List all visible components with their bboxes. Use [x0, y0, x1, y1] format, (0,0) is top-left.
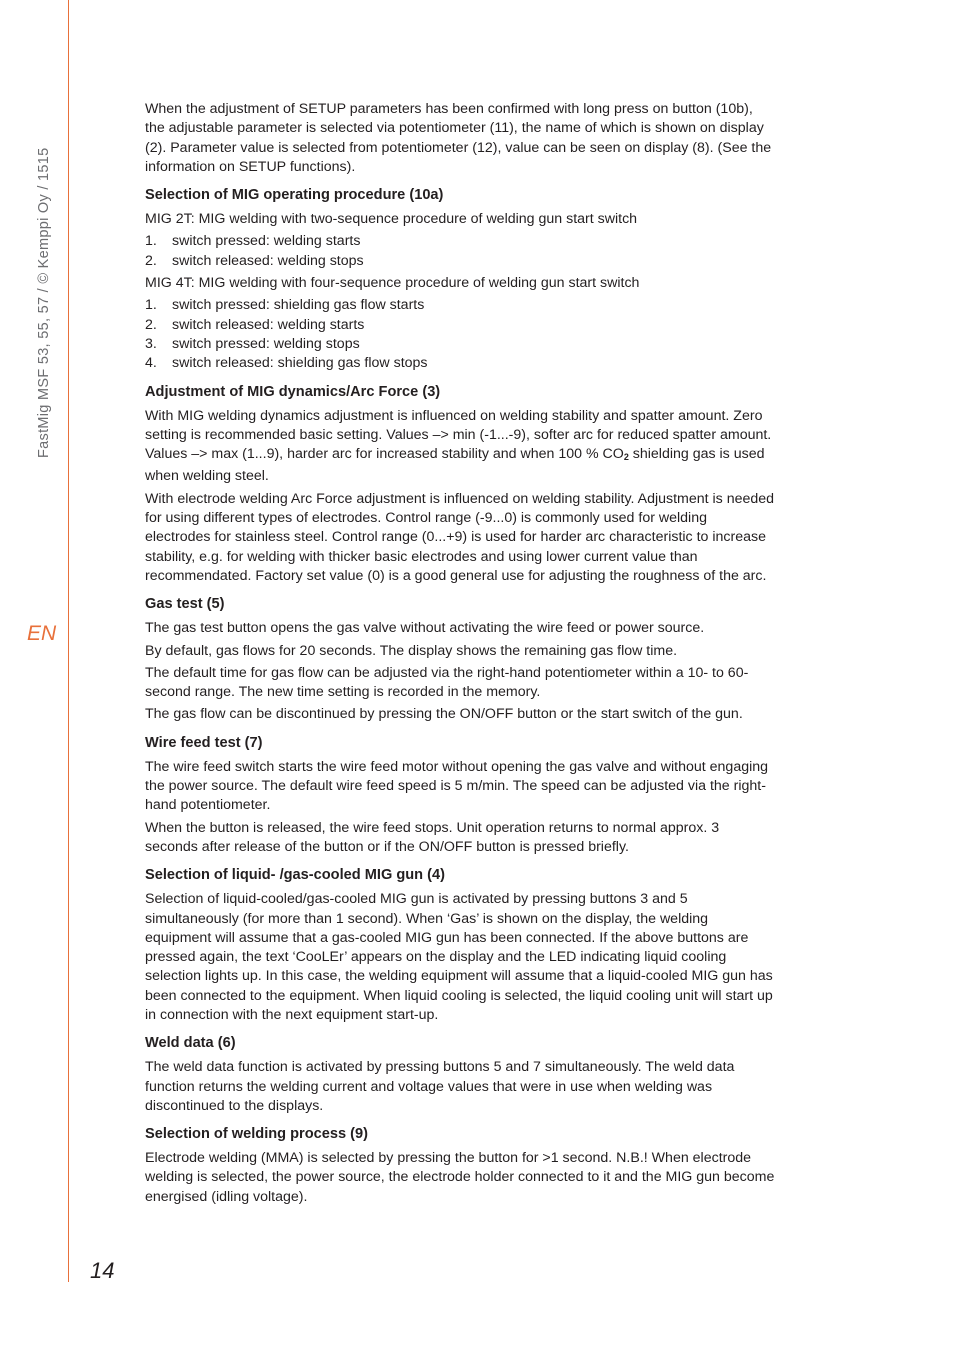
page-number: 14	[90, 1258, 115, 1283]
gas-test-paragraph: The gas flow can be discontinued by pressing the ON/OFF button or the start switch of the gun.	[145, 706, 743, 723]
heading-liquid-gas-gun: Selection of liquid- /gas-cooled MIG gun (4)	[145, 867, 445, 884]
list-item: 3. switch pressed: welding stops	[145, 335, 360, 352]
mig4t-steps	[145, 296, 775, 373]
mig2t-intro: MIG 2T: MIG welding with two-sequence procedure of welding gun start switch	[145, 211, 638, 228]
dynamics-paragraph-2: With electrode welding Arc Force adjustment is influenced on welding stability. Adjustment is needed for using different types of electrodes. Control range (-9...0) is commonly used for welding electrodes for stainless steel. Control range (0...+9) is used for harder arc characteristic to increase stability, e.g. for welding with thicker basic electrodes and using lower current value than recommendated. Factory set value (0) is a good general use for adjusting the roughness of the arc.	[145, 490, 775, 584]
list-item: 2. switch released: welding stops	[145, 252, 364, 269]
document-footer-vertical: FastMig MSF 53, 55, 57 / © Kemppi Oy / 1515	[36, 147, 52, 458]
gas-test-paragraph: The default time for gas flow can be adjusted via the right-hand potentiometer within a 10- to 60-second range. The new time setting is recorded in the memory.	[145, 664, 749, 701]
page-content	[145, 100, 775, 1210]
heading-dynamics: Adjustment of MIG dynamics/Arc Force (3)	[145, 383, 441, 400]
list-item: 1. switch pressed: welding starts	[145, 233, 361, 250]
setup-intro-paragraph: When the adjustment of SETUP parameters has been confirmed with long press on button (10b), the adjustable parameter is selected via potentiometer (11), the name of which is shown on display (2). Parameter value is selected from potentiometer (12), value can be seen on display (8). (See the information on SETUP functions).	[145, 101, 772, 175]
list-item: 4. switch released: shielding gas flow stops	[145, 355, 428, 372]
heading-welding-process: Selection of welding process (9)	[145, 1126, 369, 1143]
gas-test-paragraph: By default, gas flows for 20 seconds. The display shows the remaining gas flow time.	[145, 642, 678, 659]
gas-test-paragraph: The gas test button opens the gas valve without activating the wire feed or power source.	[145, 620, 705, 637]
heading-wire-feed-test: Wire feed test (7)	[145, 734, 263, 751]
list-item: 2. switch released: welding starts	[145, 316, 365, 333]
heading-weld-data: Weld data (6)	[145, 1035, 236, 1052]
wire-feed-paragraph: The wire feed switch starts the wire feed motor without opening the gas valve and without engaging the power source. The default wire feed speed is 5 m/min. The speed can be adjusted via the right-hand potentiometer.	[145, 758, 769, 814]
list-item: 1. switch pressed: shielding gas flow starts	[145, 297, 425, 314]
dynamics-paragraph-1: With MIG welding dynamics adjustment is influenced on welding stability and spatter amount. Zero setting is recommended basic setting. Values –> min (-1...-9), softer arc for reduced spatter amount. Values –> max (1...9), harder arc for increased stability and when 100 % $CO_2$ shielding gas is used when welding steel.	[145, 407, 772, 485]
mig4t-intro: MIG 4T: MIG welding with four-sequence procedure of welding gun start switch	[145, 275, 640, 292]
weld-data-paragraph: The weld data function is activated by pressing buttons 5 and 7 simultaneously. The weld data function returns the welding current and voltage values that were in use when welding was discontinued to the displays.	[145, 1059, 735, 1114]
language-tag: EN	[27, 622, 57, 645]
margin-rule	[68, 0, 69, 1282]
heading-gas-test: Gas test (5)	[145, 596, 225, 613]
liquid-gas-paragraph: Selection of liquid-cooled/gas-cooled MIG gun is activated by pressing buttons 3 and 5 simultaneously (for more than 1 second). When ‘Gas’ is shown on the display, the welding equipment will assume that a gas-cooled MIG gun has been connected. If the above buttons are pressed again, the text ‘CooLEr’ appears on the display and the LED indicating liquid cooling selection lights up. In this case, the welding equipment will assume that a liquid-cooled MIG gun has been connected to the equipment. When liquid cooling is selected, the liquid cooling unit will start up in connection with the next equipment start-up.	[145, 891, 773, 1023]
wire-feed-paragraph: When the button is released, the wire feed stops. Unit operation returns to normal approx. 3 seconds after release of the button or if the ON/OFF button is pressed briefly.	[145, 819, 720, 855]
welding-process-paragraph: Electrode welding (MMA) is selected by pressing the button for >1 second. N.B.! When electrode welding is selected, the power source, the electrode holder connected to it and the MIG gun become energised (idling voltage).	[145, 1150, 775, 1205]
heading-mig-procedure: Selection of MIG operating procedure (10a)	[145, 187, 444, 204]
mig2t-steps	[145, 232, 775, 271]
